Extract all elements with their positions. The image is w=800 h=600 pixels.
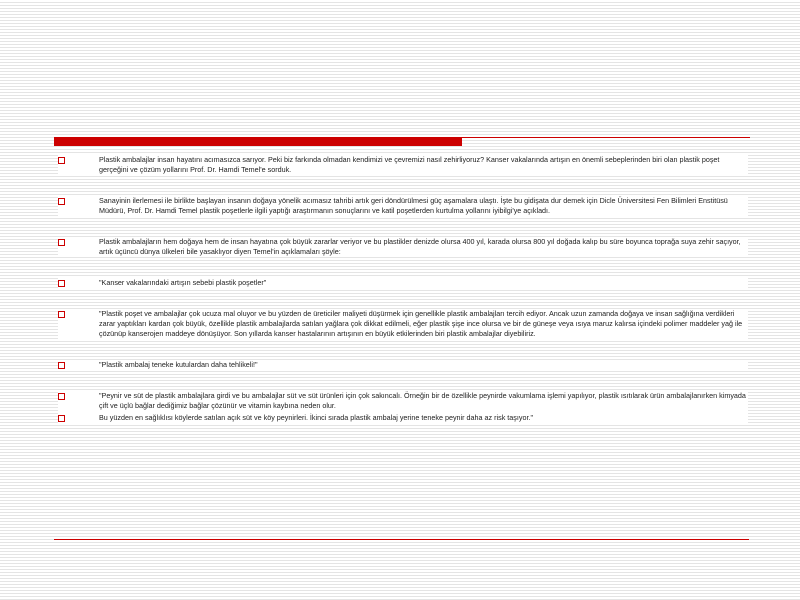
list-item — [58, 413, 748, 423]
square-bullet-icon — [58, 198, 65, 205]
square-bullet-icon — [58, 311, 65, 318]
square-bullet-icon — [58, 362, 65, 369]
bullet-text: "Kanser vakalarındaki artışın sebebi plastik poşetler" — [99, 278, 267, 287]
bullet-text: Sanayinin ilerlemesi ile birlikte başlayan insanın doğaya yönelik acımasız tahribi artık geri döndürülmesi güç aşamalara ulaştı. İşte bu gidişata dur demek için Dicle Üniversitesi Fen Bilimleri Enstitüsü Müdürü, Prof. Dr. Hamdi Temel plastik poşetlerle ilgili yaptığı araştırmanın sonuçlarını ve katil poşetlerden kurtulma yollarını iyibilgi'ye açıkladı. — [99, 196, 728, 215]
footer-accent-line — [54, 539, 749, 540]
square-bullet-icon — [58, 239, 65, 246]
square-bullet-icon — [58, 157, 65, 164]
square-bullet-icon — [58, 415, 65, 422]
title-accent-line — [462, 137, 750, 138]
bullet-text: Plastik ambalajların hem doğaya hem de insan hayatına çok büyük zararlar veriyor ve bu plastikler denizde olursa 400 yıl, karada olursa 800 yıl doğada kalıp bu süre boyunca toprağa suya zehir saçıyor, artık üçüncü dünya ülkeleri bile yasaklıyor diyen Temel'in açıklamaları şöyle: — [99, 237, 741, 256]
bullet-list — [58, 155, 748, 423]
bullet-text: Bu yüzden en sağlıklısı köylerde satılan açık süt ve köy peynirleri. İkinci sırada plastik ambalaj yerine teneke peynir daha az risk taşıyor." — [99, 413, 534, 422]
list-item — [58, 360, 748, 370]
list-item — [58, 391, 748, 411]
bullet-text: Plastik ambalajlar insan hayatını acımasızca sarıyor. Peki biz farkında olmadan kendimizi ve çevremizi nasıl zehirliyoruz? Kanser vakalarında artışın en önemli sebeplerinden biri olan plastik poşet gerçeğini ve çözüm yollarını Prof. Dr. Hamdi Temel'e sorduk. — [99, 155, 720, 174]
bullet-text: "Plastik ambalaj teneke kutulardan daha tehlikeli!" — [99, 360, 258, 369]
list-item — [58, 309, 748, 339]
square-bullet-icon — [58, 280, 65, 287]
list-item — [58, 237, 748, 257]
list-item — [58, 155, 748, 175]
bullet-text: "Peynir ve süt de plastik ambalajlara girdi ve bu ambalajlar süt ve süt ürünleri için çok sakıncalı. Örneğin bir de özellikle peynirde vakumlama işlemi yapılıyor, plastik ısıtılarak ürün ambalajlanırken kimyada çift ve üçlü bağlar dediğimiz bağlar çözünür ve vitamin kaybına neden olur. — [99, 391, 746, 410]
list-item — [58, 196, 748, 216]
title-accent-bar — [54, 137, 462, 146]
bullet-text: "Plastik poşet ve ambalajlar çok ucuza mal oluyor ve bu yüzden de üreticiler maliyeti düşürmek için genellikle plastik ambalajları tercih ediyor. Ancak uzun zamanda doğaya ve insan sağlığına verdikleri zarar yaptıkları kardan çok büyük, özellikle plastik ambalajlarda satılan yağlara çok dikkat edilmeli, eğer plastik şişe ince olursa ve bir de güneşe veya ısıya maruz kalırsa içindeki polimer maddeler yağ ile çözünüp kanserojen maddeye dönüşüyor. Son yıllarda kanser hastalarının artışının en büyük etkilerinden biri plastik ambalajlar diyebiliriz. — [99, 309, 743, 338]
square-bullet-icon — [58, 393, 65, 400]
list-item — [58, 278, 748, 288]
